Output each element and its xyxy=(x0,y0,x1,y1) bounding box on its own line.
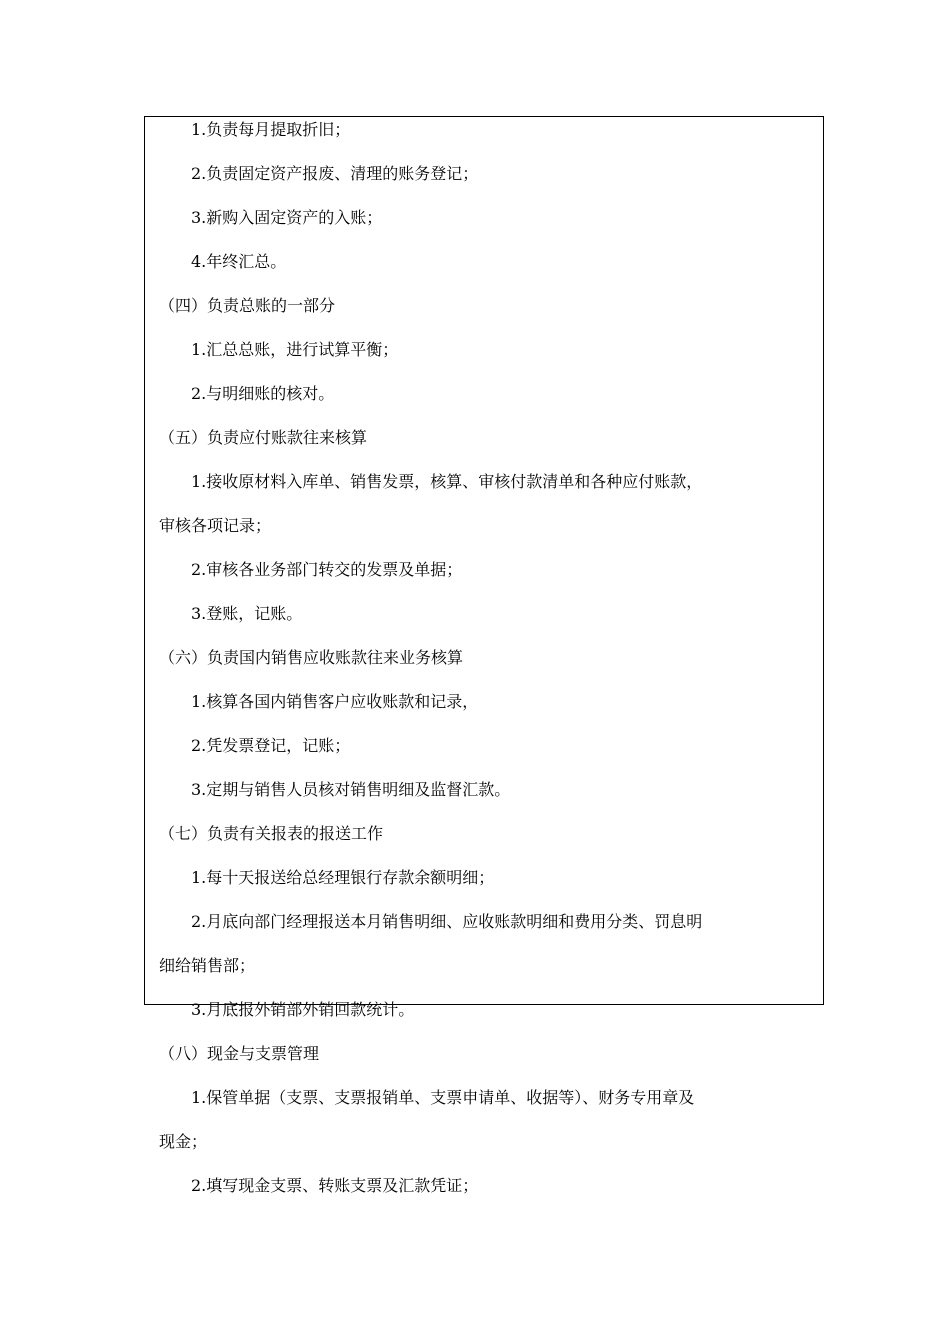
text-line-continuation: 现金； xyxy=(159,1132,208,1151)
list-item: 2.负责固定资产报废、清理的账务登记； xyxy=(191,164,479,183)
list-item: 1.核算各国内销售客户应收账款和记录， xyxy=(191,692,479,711)
text-line-continuation: 细给销售部； xyxy=(159,956,256,975)
list-item: 2.月底向部门经理报送本月销售明细、应收账款明细和费用分类、罚息明 xyxy=(191,912,703,931)
list-item: 3.登账，记账。 xyxy=(191,604,303,623)
section-heading: （八）现金与支票管理 xyxy=(159,1044,320,1063)
list-item: 2.凭发票登记，记账； xyxy=(191,736,351,755)
list-item: 2.审核各业务部门转交的发票及单据； xyxy=(191,560,463,579)
list-item: 1.汇总总账，进行试算平衡； xyxy=(191,340,399,359)
list-item: 1.负责每月提取折旧； xyxy=(191,120,351,139)
list-item: 4.年终汇总。 xyxy=(191,252,287,271)
section-heading: （五）负责应付账款往来核算 xyxy=(159,428,368,447)
section-heading: （七）负责有关报表的报送工作 xyxy=(159,824,384,843)
list-item: 1.保管单据（支票、支票报销单、支票申请单、收据等）、财务专用章及 xyxy=(191,1088,695,1107)
section-heading: （四）负责总账的一部分 xyxy=(159,296,336,315)
list-item: 3.定期与销售人员核对销售明细及监督汇款。 xyxy=(191,780,511,799)
list-item: 2.填写现金支票、转账支票及汇款凭证； xyxy=(191,1176,479,1195)
list-item: 3.月底报外销部外销回款统计。 xyxy=(191,1000,415,1019)
list-item: 3.新购入固定资产的入账； xyxy=(191,208,383,227)
text-line-continuation: 审核各项记录； xyxy=(159,516,272,535)
list-item: 1.每十天报送给总经理银行存款余额明细； xyxy=(191,868,495,887)
list-item: 1.接收原材料入库单、销售发票，核算、审核付款清单和各种应付账款， xyxy=(191,472,703,491)
document-table-cell xyxy=(144,116,824,1195)
section-heading: （六）负责国内销售应收账款往来业务核算 xyxy=(159,648,464,667)
list-item: 2.与明细账的核对。 xyxy=(191,384,335,403)
